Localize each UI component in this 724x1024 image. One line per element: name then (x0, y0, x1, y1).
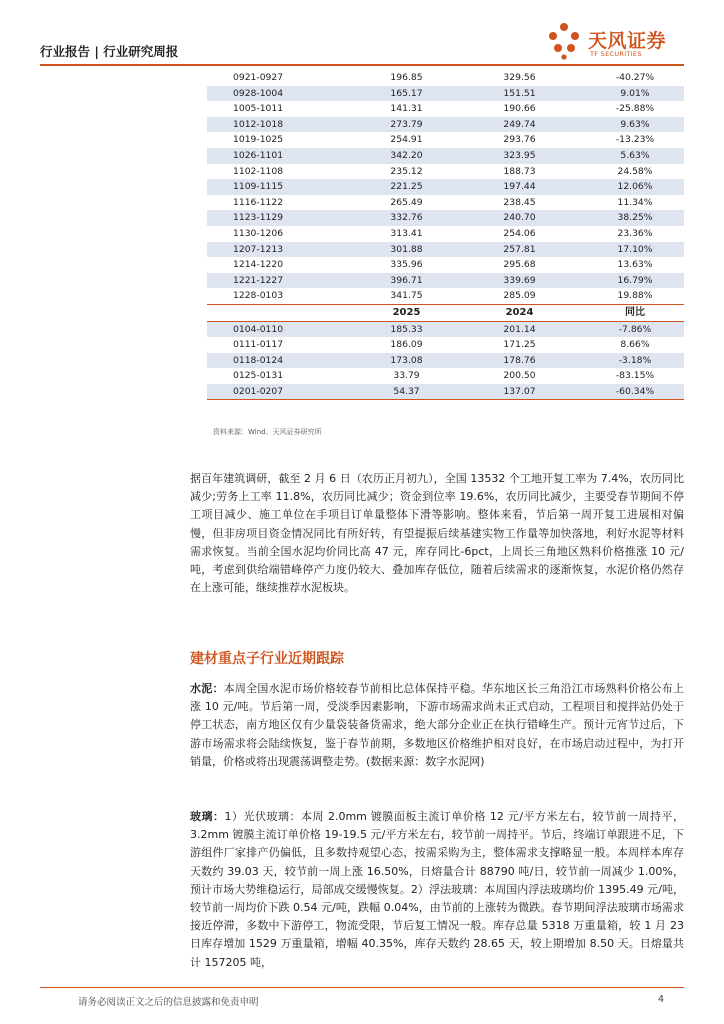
table-cell: -40.27% (615, 72, 655, 83)
table-cell: 19.88% (617, 290, 653, 302)
report-type-title: 行业报告 | 行业研究周报 (40, 44, 179, 59)
company-logo (544, 22, 684, 62)
table-cell: 0125-0131 (233, 370, 284, 382)
table-cell: 221.25 (360, 179, 453, 195)
table-cell: 240.70 (453, 210, 586, 226)
table-cell: 16.79% (586, 273, 684, 289)
table-row (207, 117, 684, 133)
table-cell: 17.10% (586, 242, 684, 258)
table-cell: 335.96 (390, 259, 423, 271)
construction-survey-paragraph: 据百年建筑调研，截至 2 月 6 日（农历正月初九），全国 13532 个工地开复工率为 7.4%，农历同比减少;劳务上工率 11.8%，农历同比减少；资金到位率 19.6%，农历同比减少，主要受春节期间不停工项目减少、施工单位在手项目订单量整体下滑等影响。整体来看，节后第一周开复工进展相对偏慢，但非房项目资金情况同比有所好转，有望提振后续基建实物工作量等加快落地，利好水泥等材料需求恢复。当前全国水泥均价同比高 47 元，库存同比-6pct，上周长三角地区熟料价格推涨 10 元/吨，考虑到供给端错峰停产力度仍较大、叠加库存低位，随着后续需求的逐渐恢复，水泥价格仍然存在上涨可能，继续推荐水泥板块。 (190, 472, 684, 595)
table-cell: 173.08 (360, 353, 453, 369)
table-row (207, 384, 684, 400)
table-cell: 185.33 (360, 321, 453, 337)
table-cell: 9.63% (586, 117, 684, 133)
table-cell: 190.66 (503, 103, 536, 115)
table-row (207, 321, 684, 337)
table-row (207, 273, 684, 289)
table-cell: 1012-1018 (207, 117, 360, 133)
table-cell: 1123-1129 (207, 210, 360, 226)
table-cell: 0928-1004 (207, 86, 360, 102)
table-cell: 1026-1101 (207, 148, 360, 164)
table-cell: 1207-1213 (207, 242, 360, 258)
table-cell: 0111-0117 (233, 339, 284, 351)
table-cell: 265.49 (390, 196, 423, 208)
table-cell: 1228-0103 (233, 290, 284, 302)
cement-lead: 水泥： (190, 682, 224, 695)
table-cell: 165.17 (360, 86, 453, 102)
table-cell: 1005-1011 (233, 103, 284, 115)
table-cell: -7.86% (586, 321, 684, 337)
table-cell: 178.76 (453, 353, 586, 369)
table-cell: -25.88% (615, 103, 655, 115)
glass-text: 1）光伏玻璃：本周 2.0mm 镀膜面板主流订单价格 12 元/平方米左右，较节前一周持平，3.2mm 镀膜主流订单价格 19-19.5 元/平方米左右，较节前一周持平。节后，终端订单跟进不足，下游组件厂家排产仍偏低，且多数持观望心态，按需采购为主，整体需求支撑略显一般。本周样本库存天数约 39.03 天，较节前一周上涨 16.50%，日熔量合计 88790 吨/日，较节前一周减少 1.00%，预计市场大势维稳运行，局部成交缓慢恢复。2）浮法玻璃：本周国内浮法玻璃均价 1395.49 元/吨，较节前一周均价下跌 0.54 元/吨，跌幅 0.04%，由节前的上涨转为微跌。春节期间浮法玻璃市场需求接近停滞，多数中下游停工，物流受限，节后复工情况一般。库存总量 5318 万重量箱，较 1 月 23 日库存增加 1529 万重量箱，增幅 40.35%，库存天数约 28.65 天，较上期增加 8.50 天。日熔量共计 157205 吨， (190, 810, 684, 969)
table-cell: 0104-0110 (207, 321, 360, 337)
table-cell: 1221-1227 (207, 273, 360, 289)
table-cell: 33.79 (393, 370, 420, 382)
table-cell: 1102-1108 (233, 165, 284, 177)
logo-subtitle: TF SECURITIES (590, 50, 642, 58)
table-cell: 2024 (453, 304, 586, 321)
table-cell: 188.73 (503, 165, 536, 177)
table-cell: 1019-1025 (233, 134, 284, 146)
table-cell: -60.34% (586, 384, 684, 400)
table-cell: 332.76 (360, 210, 453, 226)
cement-text: 本周全国水泥市场价格较春节前相比总体保持平稳。华东地区长三角沿江市场熟料价格公布上涨 10 元/吨。节后第一周，受淡季因素影响，下游市场需求尚未正式启动，工程项目和搅拌站仍处于停工状态，南方地区仅有少量袋装备货需求，绝大部分企业正在执行错峰生产。预计元宵节过后，下游市场需求将会陆续恢复，鉴于春节前期，多数地区价格维护相对良好，在市场启动过程中，为打开销量，价格或将出现震荡调整走势。(数据来源：数字水泥网) (190, 682, 685, 768)
table-row (207, 257, 684, 273)
page-number: 4 (657, 994, 664, 1005)
table-cell: 54.37 (360, 384, 453, 400)
table-cell: 23.36% (617, 227, 653, 239)
table-cell: -83.15% (615, 370, 655, 382)
table-cell: 201.14 (453, 321, 586, 337)
glass-paragraph (190, 808, 684, 972)
table-cell: 238.45 (503, 196, 536, 208)
table-cell: 137.07 (453, 384, 586, 400)
table-cell: 342.20 (360, 148, 453, 164)
table-cell (207, 304, 360, 321)
table-cell: 151.51 (453, 86, 586, 102)
table-cell: 171.25 (503, 339, 536, 351)
table-row (207, 164, 684, 180)
table-cell: 235.12 (390, 165, 423, 177)
table-row (207, 226, 684, 242)
table-source-note: 资料来源：Wind、天风证券研究所 (213, 428, 322, 436)
table-cell: 257.81 (453, 242, 586, 258)
table-cell: 9.01% (586, 86, 684, 102)
table-cell: 285.09 (503, 290, 536, 302)
table-cell: 11.34% (617, 196, 653, 208)
table-row (207, 353, 684, 369)
table-cell: 396.71 (360, 273, 453, 289)
table-cell: 323.95 (453, 148, 586, 164)
table-cell: 293.76 (503, 134, 536, 146)
table-cell: 5.63% (586, 148, 684, 164)
table-cell: 2025 (360, 304, 453, 321)
table-row (207, 179, 684, 195)
table-row (207, 304, 684, 321)
table-cell: -13.23% (615, 134, 655, 146)
table-cell: 295.68 (503, 259, 536, 271)
glass-lead: 玻璃： (190, 810, 225, 823)
table-row (207, 148, 684, 164)
table-row (207, 242, 684, 258)
table-row (207, 288, 684, 304)
table-cell: 341.75 (390, 290, 423, 302)
table-row (207, 210, 684, 226)
table-cell: 197.44 (453, 179, 586, 195)
section-title: 建材重点子行业近期跟踪 (190, 651, 344, 667)
table-cell: 141.31 (390, 103, 423, 115)
header-divider (40, 64, 684, 66)
table-row (207, 101, 684, 117)
table-row (207, 70, 684, 86)
table-row (207, 195, 684, 211)
table-cell: 339.69 (453, 273, 586, 289)
table-cell: 12.06% (586, 179, 684, 195)
table-cell: 186.09 (390, 339, 423, 351)
table-cell: 313.41 (390, 227, 423, 239)
table-cell: 1130-1206 (233, 227, 284, 239)
table-cell: -3.18% (586, 353, 684, 369)
table-cell: 254.06 (503, 227, 536, 239)
logo-mark-icon (544, 22, 584, 60)
table-cell: 8.66% (620, 339, 650, 351)
table-cell: 13.63% (617, 259, 653, 271)
table-row (207, 337, 684, 353)
footer-divider (40, 987, 684, 988)
table-cell: 196.85 (390, 72, 423, 83)
table-cell: 301.88 (360, 242, 453, 258)
table-cell: 1214-1220 (233, 259, 284, 271)
logo-name: 天风证券 (588, 30, 667, 52)
table-cell: 同比 (586, 304, 684, 321)
table-cell: 249.74 (453, 117, 586, 133)
table-cell: 254.91 (390, 134, 423, 146)
cement-paragraph (190, 680, 684, 771)
table-cell: 1116-1122 (233, 196, 284, 208)
table-cell: 0921-0927 (233, 72, 284, 83)
table-cell: 38.25% (586, 210, 684, 226)
table-cell: 1109-1115 (207, 179, 360, 195)
cement-output-table (207, 70, 684, 400)
table-cell: 329.56 (503, 72, 536, 83)
table-row (207, 132, 684, 148)
table-cell: 24.58% (617, 165, 653, 177)
table-row (207, 86, 684, 102)
footer-disclaimer: 请务必阅读正文之后的信息披露和免责申明 (78, 997, 259, 1008)
table-cell: 273.79 (360, 117, 453, 133)
table-row (207, 368, 684, 384)
table-cell: 200.50 (503, 370, 536, 382)
table-cell: 0201-0207 (207, 384, 360, 400)
table-cell: 0118-0124 (207, 353, 360, 369)
